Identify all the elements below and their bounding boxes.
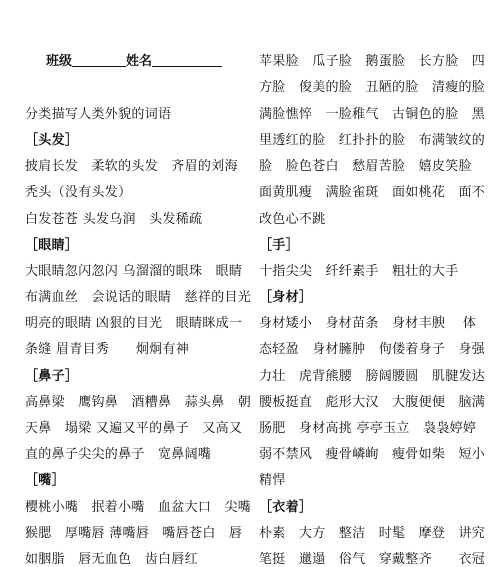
text-line: 樱桃小嘴 抿着小嘴 血盆大口 尖嘴 xyxy=(25,500,252,515)
section-heading: ［嘴］ xyxy=(25,473,65,488)
text-line: 精悍 xyxy=(259,473,286,488)
section-heading: ［衣着］ xyxy=(259,500,313,515)
text-line: 直的鼻子尖尖的鼻子 宽鼻阔嘴 xyxy=(25,447,212,462)
text-line: 苹果脸 瓜子脸 鹅蛋脸 长方脸 四 xyxy=(259,54,486,69)
section-heading: ［鼻子］ xyxy=(25,369,79,384)
text-line: 秃头（没有头发） xyxy=(25,185,132,200)
section-heading: ［头发］ xyxy=(25,133,79,148)
text-line: 天鼻 塌梁 又遍又平的鼻子 又高又 xyxy=(25,421,243,436)
text-line: 布满血丝 会说话的眼睛 慈祥的目光 xyxy=(25,290,252,305)
text-line: 猴腮 厚嘴唇 薄嘴唇 嘴唇苍白 唇 xyxy=(25,526,243,541)
class-blank xyxy=(72,53,126,67)
text-line: 高鼻梁 鹰钩鼻 酒糟鼻 蒜头鼻 朝 xyxy=(25,395,252,410)
text-line: 肠肥 身材高挑 亭亭玉立 袅袅婷婷 xyxy=(259,421,477,436)
text-line: 朴素 大方 整洁 时髦 摩登 讲究 xyxy=(259,526,486,541)
text-line: 面黄肌瘦 满脸雀斑 面如桃花 面不 xyxy=(259,185,486,200)
name-label: 姓名 xyxy=(126,54,153,69)
section-heading: ［身材］ xyxy=(259,290,313,305)
text-line: 明亮的眼睛 凶狠的目光 眼睛眯成一 xyxy=(25,316,243,331)
text-line: 里透红的脸 红扑扑的脸 布满皱纹的 xyxy=(259,133,486,148)
text-line: 十指尖尖 纤纤素手 粗壮的大手 xyxy=(259,264,459,279)
text-line: 如胭脂 唇无血色 齿白唇红 xyxy=(25,552,198,567)
text-line: 态轻盈 身材臃肿 佝偻着身子 身强 xyxy=(259,342,486,357)
text-line: 笔挺 邋遢 俗气 穿戴整齐 衣冠 xyxy=(259,552,486,567)
text-line: 条缝 眉青目秀 炯炯有神 xyxy=(25,342,190,357)
text-line: 分类描写人类外貌的词语 xyxy=(25,107,172,122)
name-blank xyxy=(152,53,222,67)
text-line: 改色心不跳 xyxy=(259,212,326,227)
worksheet-header xyxy=(46,50,222,69)
text-line: 力壮 虎背熊腰 膀阔腰圆 肌腱发达 xyxy=(259,369,486,384)
text-line: 身材矮小 身材苗条 身材丰腴 体 xyxy=(259,316,477,331)
text-line: 脸 脸色苍白 愁眉苦脸 嬉皮笑脸 xyxy=(259,159,472,174)
section-heading: ［手］ xyxy=(259,238,299,253)
class-label: 班级 xyxy=(46,54,73,69)
text-line: 披肩长发 柔软的头发 齐眉的刘海 xyxy=(25,159,238,174)
text-line: 白发苍苍 头发乌润 头发稀疏 xyxy=(25,212,203,227)
text-line: 方脸 俊美的脸 丑陋的脸 清瘦的脸 xyxy=(259,80,486,95)
section-heading: ［眼睛］ xyxy=(25,238,79,253)
text-line: 弱不禁风 瘦骨嶙峋 瘦骨如柴 短小 xyxy=(259,447,486,462)
text-line: 腰板挺直 彪形大汉 大腹便便 脑满 xyxy=(259,395,486,410)
text-line: 大眼睛忽闪忽闪 乌溜溜的眼珠 眼睛 xyxy=(25,264,243,279)
text-line: 满脸憔悴 一脸稚气 古铜色的脸 黑 xyxy=(259,107,486,122)
